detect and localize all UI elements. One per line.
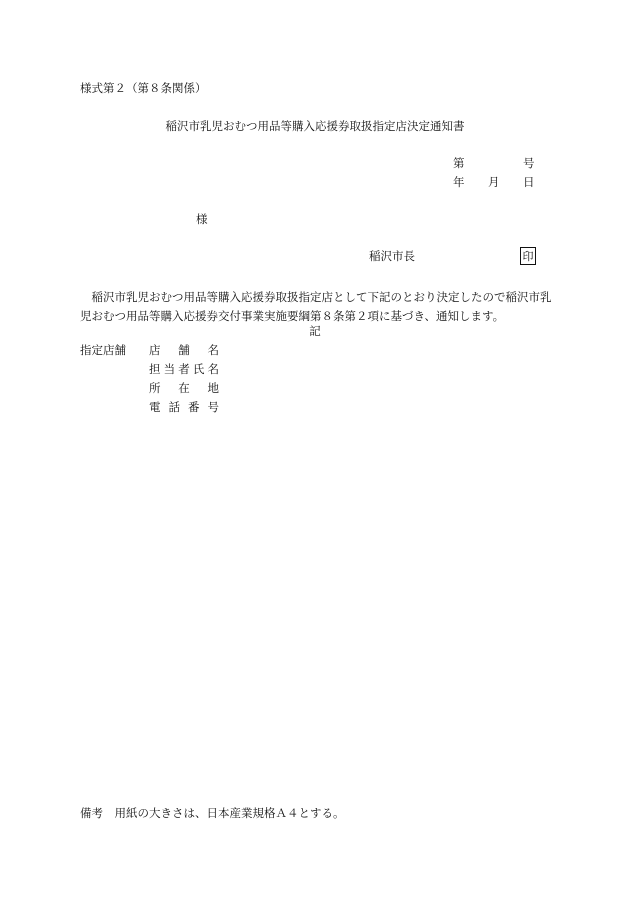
- date-month-label: 月: [488, 175, 500, 189]
- detail-field-char: 舗: [178, 343, 190, 357]
- detail-field-char: 担: [149, 362, 161, 376]
- form-label: 様式第２（第８条関係）: [80, 81, 207, 95]
- detail-field-char: 話: [168, 400, 180, 414]
- detail-field-char: 氏: [192, 362, 205, 376]
- designated-store-heading: 指定店舗: [80, 343, 126, 357]
- detail-field-char: 番: [188, 400, 200, 414]
- document-title: 稲沢市乳児おむつ用品等購入応援券取扱指定店決定通知書: [165, 119, 465, 133]
- detail-field-char: 在: [178, 381, 190, 395]
- seal-mark: [520, 247, 536, 265]
- detail-field-char: 名: [207, 362, 219, 376]
- detail-field-char: 所: [149, 381, 161, 395]
- issuer-name: 稲沢市長: [369, 249, 415, 263]
- ki-heading: 記: [309, 324, 321, 338]
- detail-field-char: 者: [178, 362, 190, 376]
- remarks-note: 備考 用紙の大きさは、日本産業規格Ａ４とする。: [80, 806, 345, 820]
- detail-field-char: 地: [207, 381, 219, 395]
- detail-field-phone: [149, 402, 219, 414]
- date-day-label: 日: [523, 175, 535, 189]
- detail-field-char: 名: [207, 343, 219, 357]
- detail-field-char: 店: [149, 343, 161, 357]
- detail-field-contact-name: [149, 364, 219, 376]
- recipient-honorific: 様: [196, 212, 208, 226]
- document-number-prefix: 第: [453, 156, 465, 170]
- seal-label: 印: [522, 249, 534, 263]
- detail-field-address: [149, 383, 219, 395]
- document-number-suffix: 号: [523, 156, 535, 170]
- detail-field-char: 電: [149, 400, 161, 414]
- notice-body: 稲沢市乳児おむつ用品等購入応援券取扱指定店として下記のとおり決定したので稲沢市乳児おむつ用品等購入応援券交付事業実施要綱第８条第２項に基づき、通知します。: [80, 290, 552, 323]
- detail-field-store-name: [149, 345, 219, 357]
- date-year-label: 年: [453, 175, 465, 189]
- detail-field-char: 当: [163, 362, 176, 376]
- detail-field-char: 号: [207, 400, 219, 414]
